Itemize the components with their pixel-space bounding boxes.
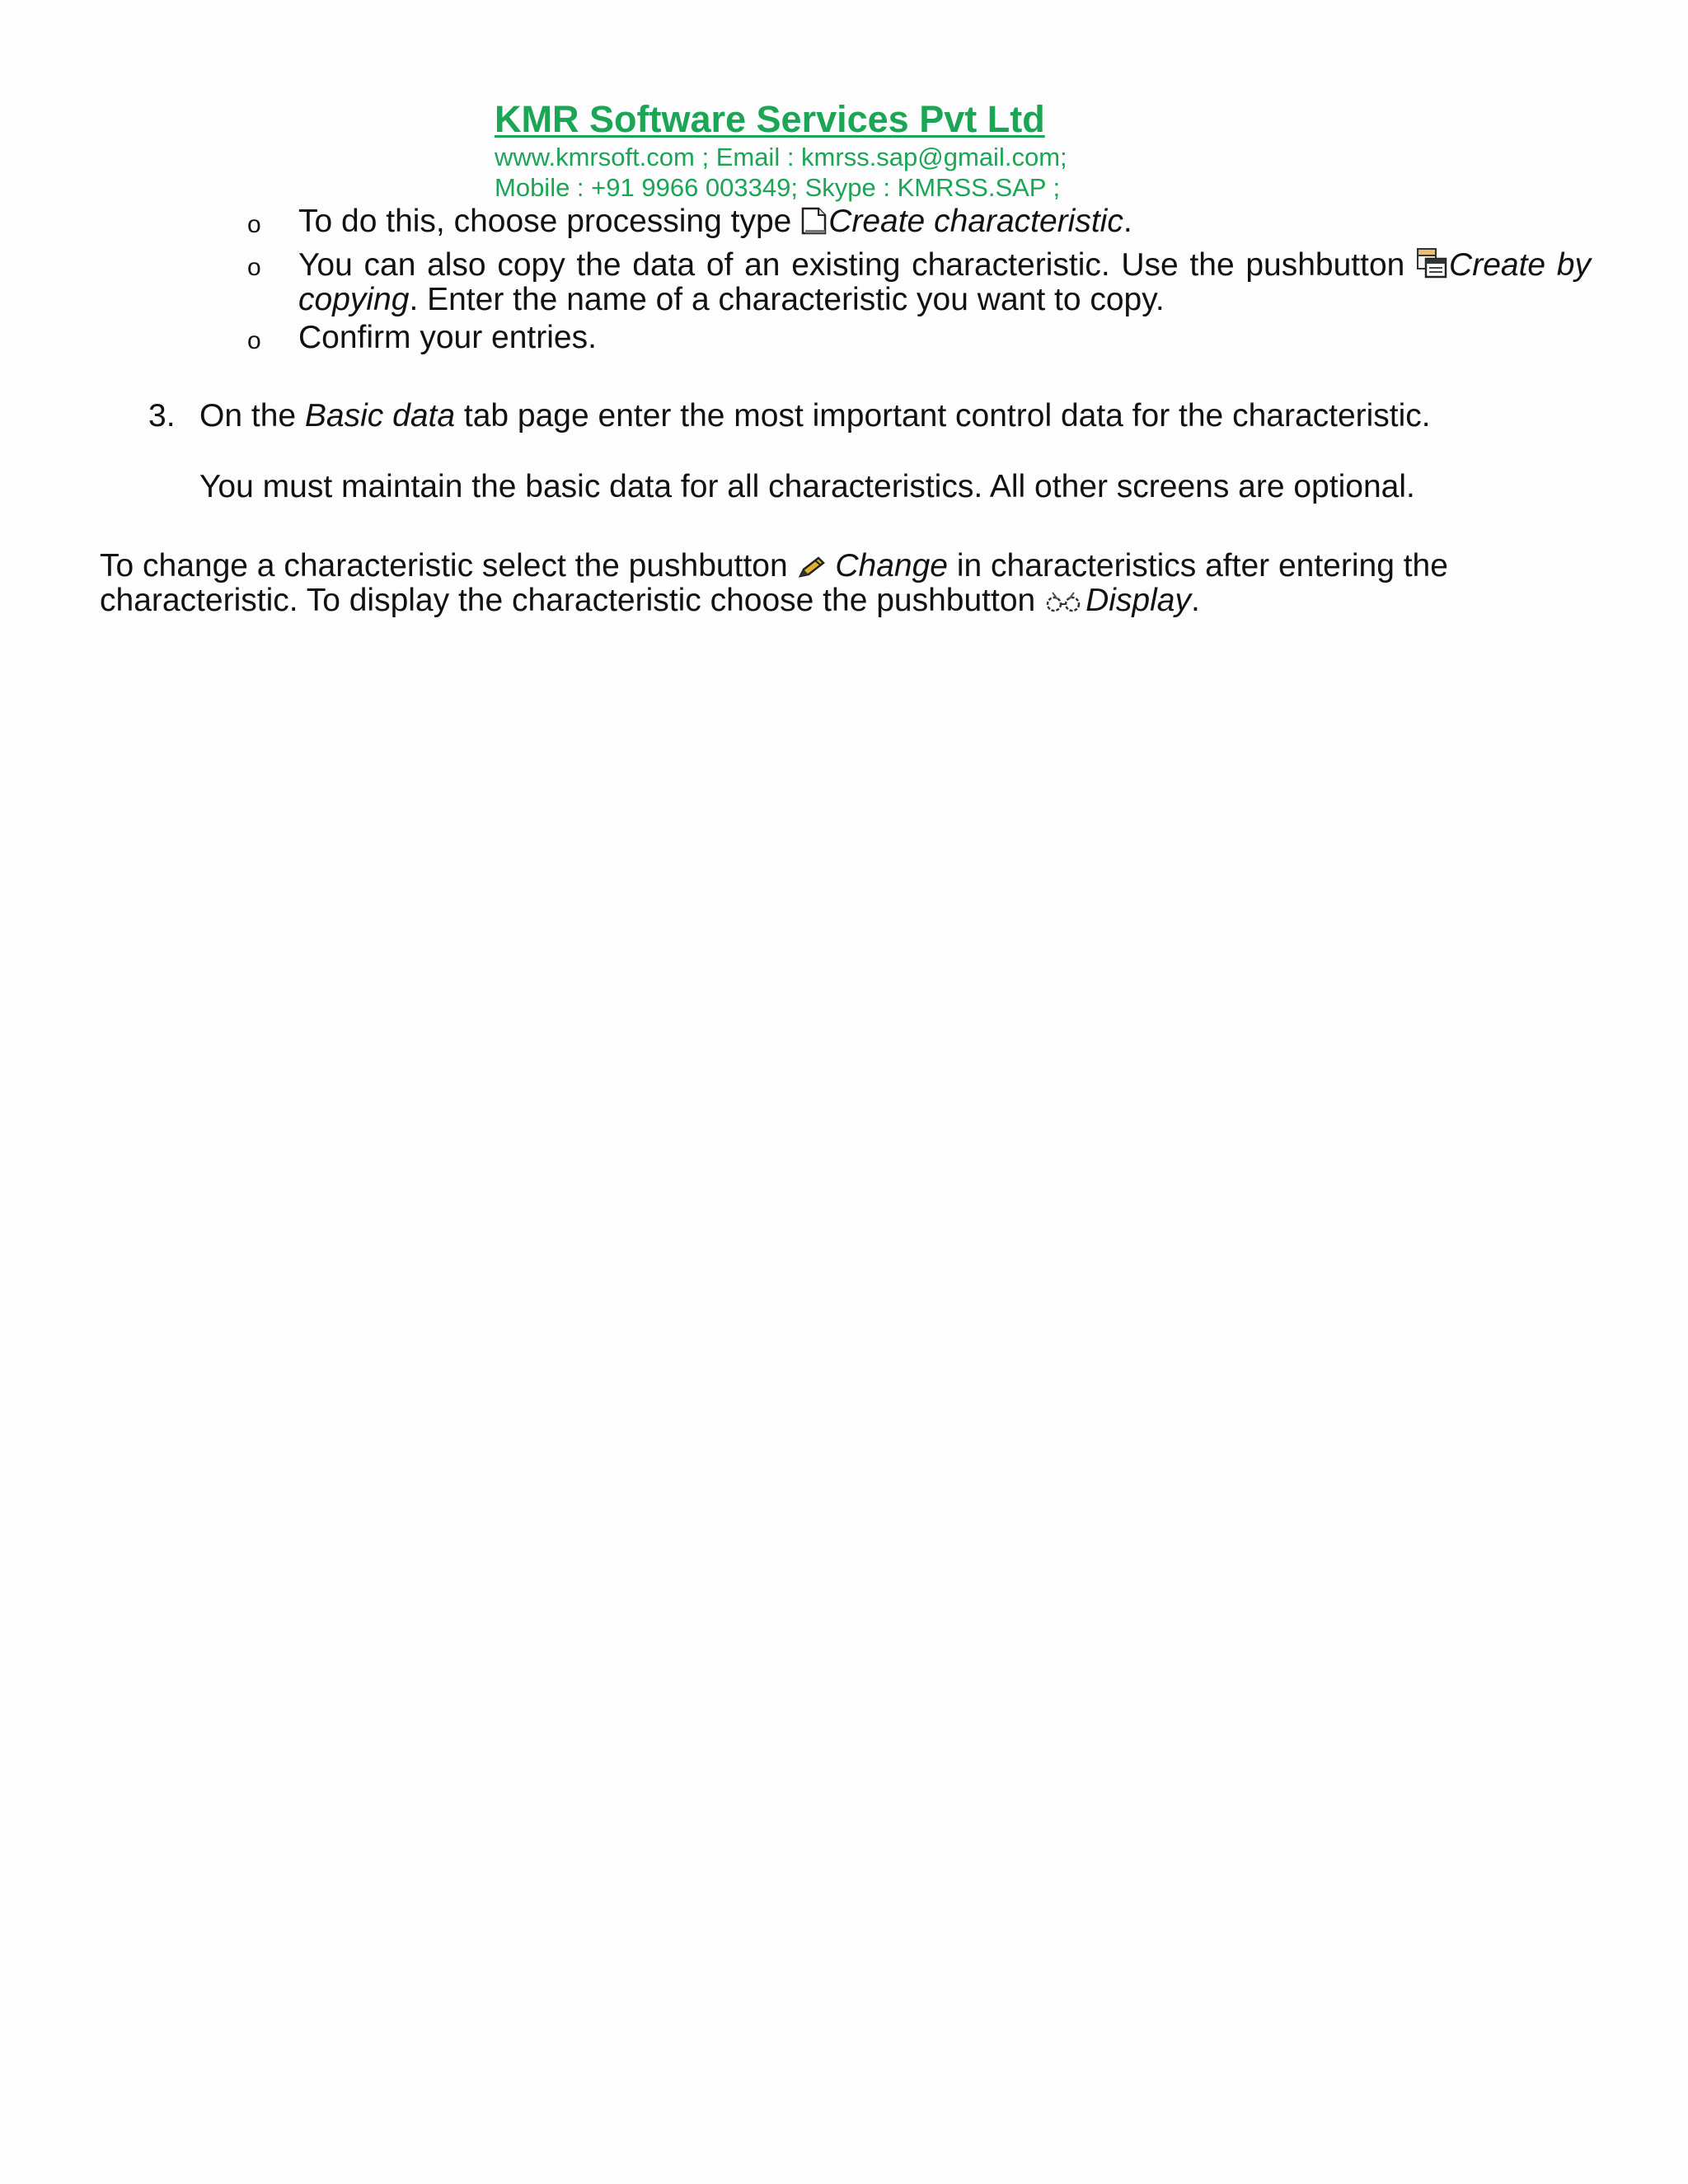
list-item-text: You can also copy the data of an existing characteristic. Use the pushbutton <box>298 247 1417 283</box>
list-item <box>247 321 1591 355</box>
step-note: You must maintain the basic data for all characteristics. All other screens are optional. <box>199 469 1415 504</box>
glasses-icon <box>1044 588 1085 614</box>
bullet-marker: o <box>247 254 261 281</box>
letterhead <box>495 97 1236 203</box>
closing-text-middle: in characteristics after entering the characteristic. To display the characteristic choose the pushbutton <box>100 548 1448 618</box>
create-characteristic-label: Create characteristic <box>828 204 1123 239</box>
step-text <box>199 399 1431 434</box>
create-by-copying-label: Create by copying <box>298 247 1591 317</box>
closing-text-end: . <box>1190 583 1200 618</box>
step-text-start: On the <box>199 398 305 434</box>
list-item-text-end: . <box>1123 204 1132 239</box>
sub-step-list <box>247 204 1591 359</box>
create-document-icon <box>800 205 828 235</box>
bullet-marker: o <box>247 327 261 354</box>
company-name: KMR Software Services Pvt Ltd <box>495 98 1045 140</box>
change-label: Change <box>835 548 948 583</box>
basic-data-label: Basic data <box>304 398 456 434</box>
list-item-text: To do this, choose processing type <box>298 204 801 239</box>
contact-phone-skype: Mobile : +91 9966 003349; Skype : KMRSS.SAP ; <box>495 173 1061 202</box>
closing-text-start: To change a characteristic select the pushbutton <box>100 548 797 583</box>
closing-paragraph <box>100 549 1550 618</box>
list-item-text-end: . Enter the name of a characteristic you want to copy. <box>409 282 1165 317</box>
contact-web-email: www.kmrsoft.com ; Email : kmrss.sap@gmail.com; <box>495 143 1067 171</box>
pencil-icon <box>797 555 827 579</box>
bullet-marker: o <box>247 211 261 238</box>
list-item-text: Confirm your entries. <box>298 320 597 355</box>
list-item <box>247 204 1591 244</box>
step-number: 3. <box>148 398 176 434</box>
list-item <box>247 247 1591 317</box>
display-label: Display <box>1085 583 1191 618</box>
create-by-copying-icon <box>1416 247 1449 279</box>
step-text-end: tab page enter the most important control data for the characteristic. <box>455 398 1431 434</box>
